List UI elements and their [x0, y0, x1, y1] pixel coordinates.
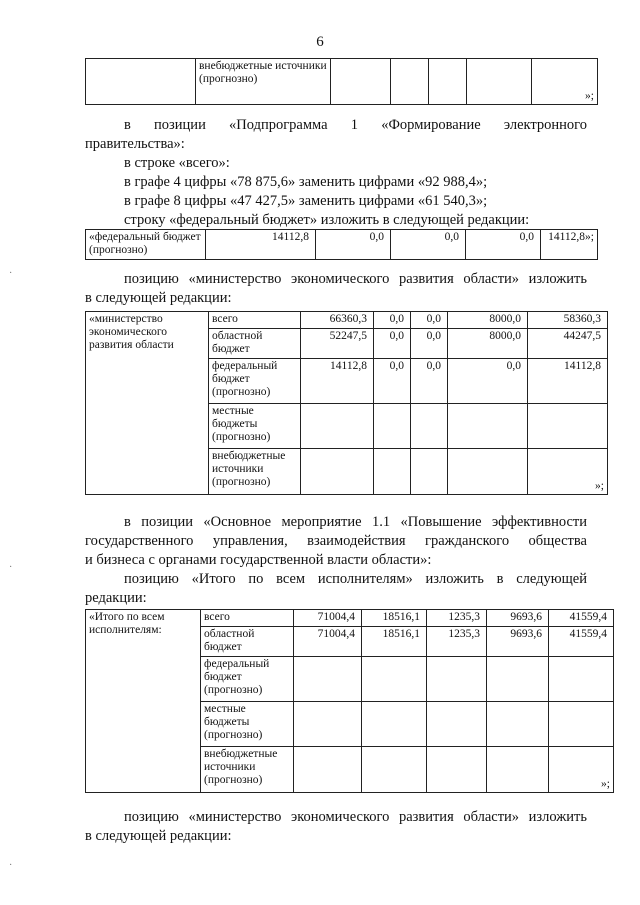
cell-label: «федеральный бюджет (прогнозно) — [86, 230, 206, 260]
cell-value: 0,0 — [374, 312, 411, 329]
cell-value: 0,0 — [448, 359, 528, 404]
cell-value: 18516,1 — [362, 627, 427, 657]
cell-value: 0,0 — [411, 359, 448, 404]
cell-value — [528, 404, 608, 449]
cell-value: 0,0 — [411, 329, 448, 359]
cell-value: 0,0 — [411, 312, 448, 329]
cell-close: »; — [532, 59, 598, 105]
cell-label: местные бюджеты (прогнозно) — [201, 702, 294, 747]
cell-label: федеральный бюджет (прогнозно) — [201, 657, 294, 702]
cell-value: 14112,8»; — [541, 230, 598, 260]
cell-value: 14112,8 — [301, 359, 374, 404]
cell-value — [362, 747, 427, 793]
paragraph: государственного управления, взаимодействия гражданского общества — [85, 533, 587, 549]
cell-value — [411, 404, 448, 449]
cell-value — [374, 449, 411, 495]
cell-org: «министерство экономического развития области — [86, 312, 209, 495]
cell-value: 58360,3 — [528, 312, 608, 329]
cell-value: 52247,5 — [301, 329, 374, 359]
cell-value: 8000,0 — [448, 312, 528, 329]
cell-value: 66360,3 — [301, 312, 374, 329]
cell-value — [487, 657, 549, 702]
paragraph: в позиции «Основное мероприятие 1.1 «Повышение эффективности — [124, 514, 587, 530]
cell-value: 71004,4 — [294, 610, 362, 627]
cell-value: 0,0 — [374, 359, 411, 404]
cell-value — [427, 657, 487, 702]
cell-value: 41559,4 — [549, 610, 614, 627]
scan-mark: · — [9, 562, 13, 573]
cell-value: 41559,4 — [549, 627, 614, 657]
paragraph: в следующей редакции: — [85, 290, 232, 306]
paragraph: в позиции «Подпрограмма 1 «Формирование электронного — [124, 117, 587, 133]
cell-value — [411, 449, 448, 495]
cell-value: 71004,4 — [294, 627, 362, 657]
cell-close: »; — [528, 449, 608, 495]
cell-value — [487, 747, 549, 793]
paragraph: в строке «всего»: — [124, 155, 230, 171]
cell-value: 44247,5 — [528, 329, 608, 359]
cell-label: внебюджетные источники (прогнозно) — [201, 747, 294, 793]
cell-value: 8000,0 — [448, 329, 528, 359]
cell-value: 18516,1 — [362, 610, 427, 627]
cell-value — [448, 404, 528, 449]
table-ministry-economy — [85, 311, 608, 495]
cell-close: »; — [549, 747, 614, 793]
cell-label: всего — [209, 312, 301, 329]
scan-mark: · — [9, 268, 13, 279]
cell-value — [427, 747, 487, 793]
cell-label: областной бюджет — [209, 329, 301, 359]
cell-label: местные бюджеты (прогнозно) — [209, 404, 301, 449]
cell-label: всего — [201, 610, 294, 627]
cell-label: внебюджетные источники (прогнозно) — [209, 449, 301, 495]
paragraph: в следующей редакции: — [85, 828, 232, 844]
cell-label: федеральный бюджет (прогнозно) — [209, 359, 301, 404]
cell-value: 0,0 — [466, 230, 541, 260]
table-fragment-top — [85, 58, 598, 105]
paragraph: позицию «Итого по всем исполнителям» изложить в следующей — [124, 571, 587, 587]
cell-value — [427, 702, 487, 747]
cell-value — [301, 404, 374, 449]
paragraph: строку «федеральный бюджет» изложить в следующей редакции: — [124, 212, 530, 228]
cell-value — [374, 404, 411, 449]
scan-mark: · — [9, 860, 13, 871]
cell-value — [294, 747, 362, 793]
page-number: 6 — [316, 34, 324, 50]
paragraph: редакции: — [85, 590, 147, 606]
cell-value: 1235,3 — [427, 610, 487, 627]
paragraph: в графе 8 цифры «47 427,5» заменить цифрами «61 540,3»; — [124, 193, 488, 209]
paragraph: и бизнеса с органами государственной власти области»: — [85, 552, 432, 568]
table-federal-budget — [85, 229, 598, 260]
paragraph: позицию «министерство экономического развития области» изложить — [124, 271, 587, 287]
table-total-all-executors — [85, 609, 614, 793]
cell-value: 0,0 — [391, 230, 466, 260]
cell-value — [448, 449, 528, 495]
paragraph: позицию «министерство экономического развития области» изложить — [124, 809, 587, 825]
cell-value — [487, 702, 549, 747]
cell-label: областной бюджет — [201, 627, 294, 657]
cell-value — [294, 702, 362, 747]
cell-value: 0,0 — [316, 230, 391, 260]
paragraph: правительства»: — [85, 136, 185, 152]
cell-org: «Итого по всем исполнителям: — [86, 610, 201, 793]
cell-value: 9693,6 — [487, 610, 549, 627]
cell-value: 1235,3 — [427, 627, 487, 657]
cell-value — [301, 449, 374, 495]
paragraph: в графе 4 цифры «78 875,6» заменить цифрами «92 988,4»; — [124, 174, 488, 190]
cell-label: внебюджетные источники (прогнозно) — [196, 59, 331, 105]
cell-value — [362, 657, 427, 702]
cell-value — [549, 702, 614, 747]
cell-value: 14112,8 — [528, 359, 608, 404]
cell-value: 9693,6 — [487, 627, 549, 657]
cell-value — [294, 657, 362, 702]
cell-value — [549, 657, 614, 702]
cell-value: 0,0 — [374, 329, 411, 359]
cell-value — [362, 702, 427, 747]
cell-value: 14112,8 — [206, 230, 316, 260]
